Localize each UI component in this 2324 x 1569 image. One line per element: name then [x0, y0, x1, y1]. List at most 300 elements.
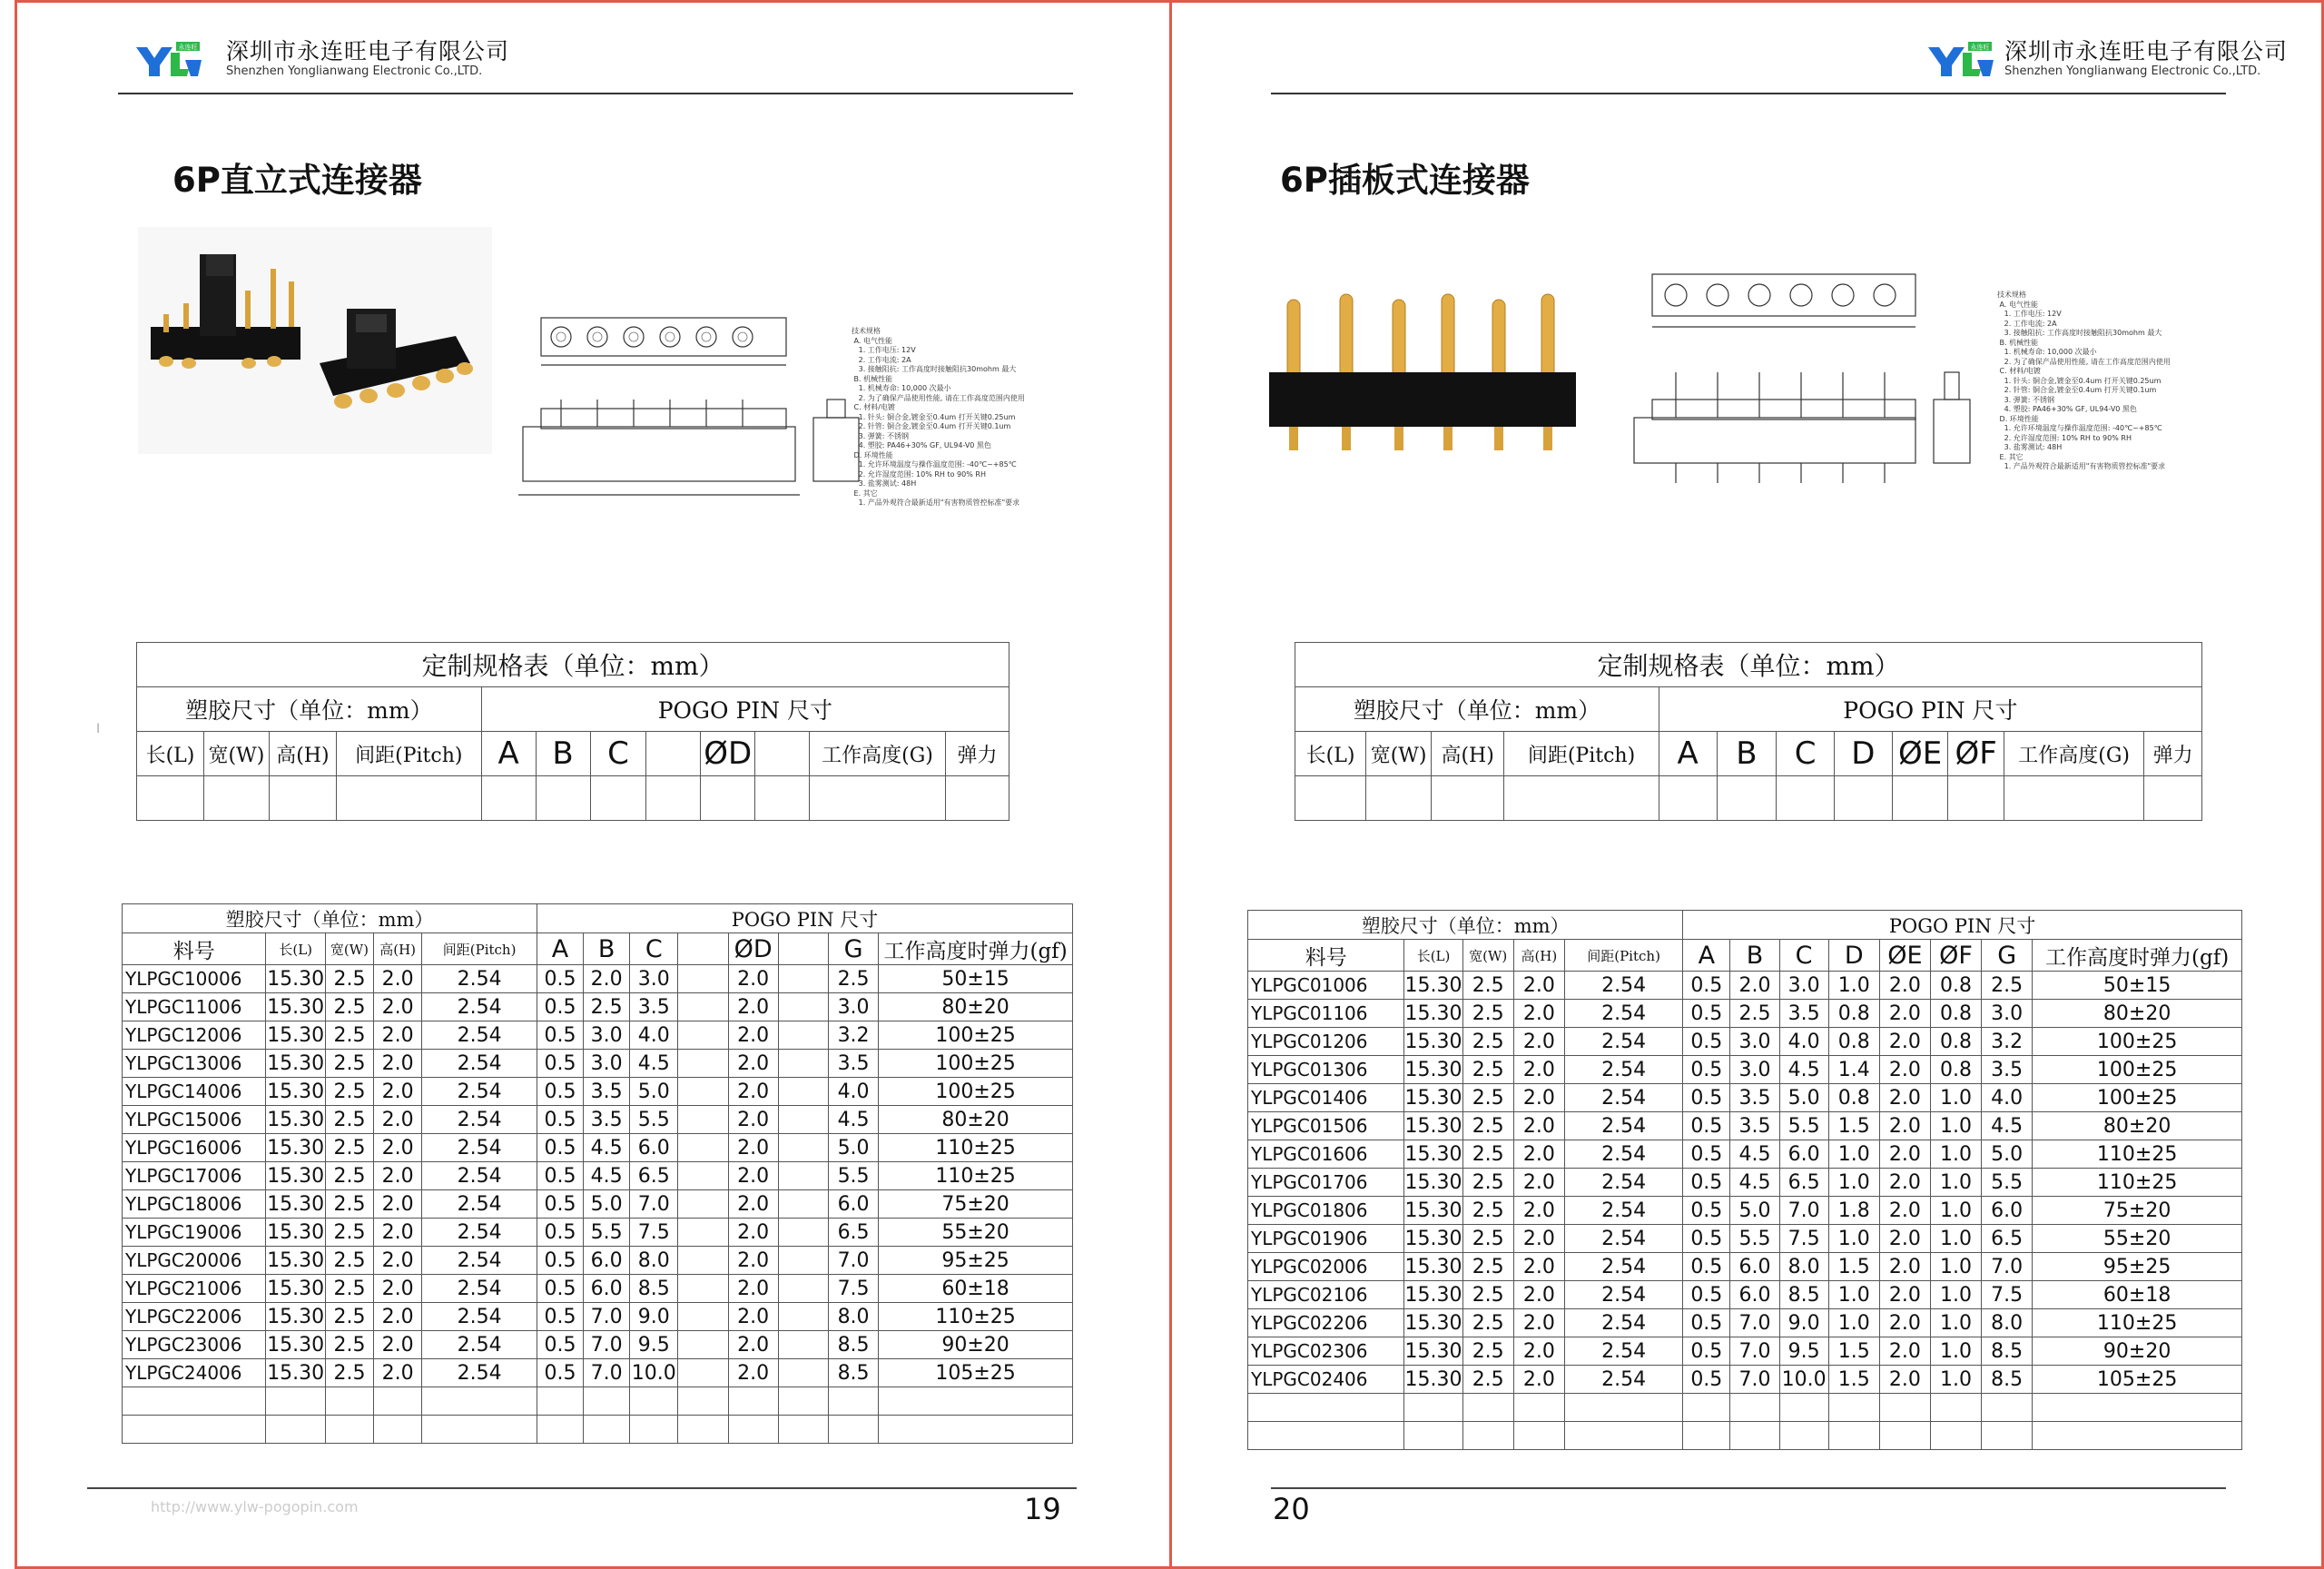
part-number-cell: YLPGC11006: [123, 993, 266, 1021]
table-cell: 6.0: [1982, 1197, 2033, 1225]
table-cell: 2.0: [1513, 1140, 1564, 1169]
table-cell: 0.5: [1683, 1056, 1730, 1084]
table-cell: 1.0: [1930, 1253, 1981, 1281]
col-d: D: [1835, 732, 1893, 776]
table-cell: [678, 1303, 728, 1331]
col-pitch: 间距(Pitch): [422, 933, 537, 965]
table-row: [1248, 1169, 2242, 1197]
table-cell: 60±18: [2033, 1281, 2242, 1309]
table-cell: 100±25: [879, 1050, 1073, 1078]
table-cell: [778, 1078, 828, 1106]
table-cell: 2.0: [728, 1021, 778, 1050]
col-width: 宽(W): [203, 732, 269, 776]
table-cell: 0.5: [537, 1275, 583, 1303]
table-cell: 2.54: [1564, 1000, 1682, 1028]
table-cell: 0.5: [1683, 972, 1730, 1000]
col-c: C: [630, 933, 678, 965]
table-cell: [1564, 1394, 1682, 1422]
table-cell: 2.0: [1879, 1084, 1930, 1112]
table-cell: 1.5: [1828, 1253, 1879, 1281]
table-cell: 2.54: [1564, 1084, 1682, 1112]
table-cell: 2.0: [374, 965, 422, 993]
table-cell: 0.5: [1683, 1253, 1730, 1281]
table-cell: [325, 1416, 373, 1444]
table-row: [1248, 1000, 2242, 1028]
col-width: 宽(W): [325, 933, 373, 965]
table-cell: 8.0: [1982, 1309, 2033, 1337]
plastic-header: 塑胶尺寸（单位：mm）: [137, 687, 482, 732]
table-cell: [728, 1416, 778, 1444]
table-cell: [1930, 1394, 1981, 1422]
table-cell: 7.0: [828, 1247, 878, 1275]
table-cell: [1404, 1422, 1462, 1450]
table-cell: 5.5: [1730, 1225, 1779, 1253]
table-cell: [678, 1021, 728, 1050]
table-cell: 3.0: [1779, 972, 1828, 1000]
page-header: [1271, 38, 2289, 94]
table-cell: 2.5: [325, 965, 373, 993]
table-cell: 7.0: [1730, 1337, 1779, 1366]
table-cell: 8.5: [1982, 1366, 2033, 1394]
table-cell: 2.54: [422, 1219, 537, 1247]
table-cell: 1.0: [1930, 1281, 1981, 1309]
table-cell: 3.0: [1730, 1056, 1779, 1084]
col-e: ØE: [1879, 940, 1930, 972]
table-cell: 105±25: [2033, 1366, 2242, 1394]
table-cell: 2.54: [1564, 1197, 1682, 1225]
table-cell: 4.5: [1982, 1112, 2033, 1140]
table-cell: 1.0: [1930, 1225, 1981, 1253]
table-row: [123, 1303, 1073, 1331]
table-cell: 0.8: [1930, 1028, 1981, 1056]
table-cell: 2.0: [374, 1106, 422, 1134]
table-cell: [1982, 1422, 2033, 1450]
table-cell: 2.54: [1564, 1056, 1682, 1084]
table-row: [1248, 1056, 2242, 1084]
table-cell: [778, 1134, 828, 1162]
table-cell: [778, 1247, 828, 1275]
table-cell: 8.0: [1779, 1253, 1828, 1281]
table-cell: 2.54: [1564, 972, 1682, 1000]
table-cell: 2.0: [728, 1247, 778, 1275]
table-cell: [537, 1416, 583, 1444]
table-cell: 15.30: [1404, 1056, 1462, 1084]
table-cell: [1404, 1394, 1462, 1422]
part-number-cell: YLPGC02006: [1248, 1253, 1404, 1281]
table-cell: 15.30: [1404, 1366, 1462, 1394]
table-cell: 6.0: [584, 1247, 630, 1275]
table-cell: 2.0: [728, 1162, 778, 1190]
col-force: 工作高度时弹力(gf): [2033, 940, 2242, 972]
part-number-cell: YLPGC17006: [123, 1162, 266, 1190]
table-cell: 2.0: [728, 1190, 778, 1219]
table-cell: 75±20: [879, 1190, 1073, 1219]
table-cell: [678, 993, 728, 1021]
col-force: 弹力: [945, 732, 1009, 776]
table-cell: 1.8: [1828, 1197, 1879, 1225]
table-cell: [778, 993, 828, 1021]
table-cell: 2.0: [374, 1050, 422, 1078]
table-cell: 4.5: [828, 1106, 878, 1134]
table-cell: 15.30: [266, 1247, 325, 1275]
table-cell: 90±20: [2033, 1337, 2242, 1366]
spec-notes: 技术规格 A. 电气性能 1. 工作电压: 12V 2. 工作电流: 2A 3. 接触阻抗: 工作高度时接触阻抗30mohm 最大 B. 机械性能 1. 机械寿命: 10,000 次最小 2. 为了确保产品使用性能, 请在工作高度范围内使用 C. 材料/电镀 1. 针头: 铜合金,镀金至0.4um 打开关键0.25um 2. 针管: 铜合金,镀金至0.4um 打开关键0.1um 3. 弹簧: 不锈钢 4. 塑胶: PA46+30% GF, UL94-V0 黑色 D. 环境性能 1. 允许环境温度与操作温度范围: -40℃~+85℃ 2. 允许湿度范围: 10% RH to 90% RH 3. 盐雾测试: 48H E. 其它 1. 产品外观符合最新适用"有害物质管控标准"要求: [1997, 291, 2171, 470]
col-force: 弹力: [2144, 732, 2202, 776]
table-cell: 3.2: [828, 1021, 878, 1050]
col-a: A: [537, 933, 583, 965]
table-cell: 15.30: [266, 1275, 325, 1303]
table-cell: 8.5: [828, 1331, 878, 1359]
part-number-cell: [1248, 1394, 1404, 1422]
table-cell: [678, 1275, 728, 1303]
table-cell: 7.0: [1779, 1197, 1828, 1225]
table-cell: 1.5: [1828, 1337, 1879, 1366]
table-cell: 60±18: [879, 1275, 1073, 1303]
product-data-table: [1247, 910, 2242, 1450]
table-cell: 15.30: [1404, 1309, 1462, 1337]
table-cell: [678, 1331, 728, 1359]
table-cell: 2.5: [325, 1247, 373, 1275]
table-cell: 2.5: [1462, 1309, 1513, 1337]
table-cell: 4.0: [1779, 1028, 1828, 1056]
table-row: [123, 965, 1073, 993]
table-row: [123, 1106, 1073, 1134]
table-cell: 2.0: [1730, 972, 1779, 1000]
table-cell: [1564, 1422, 1682, 1450]
table-cell: 1.0: [1930, 1366, 1981, 1394]
table-row: [123, 1050, 1073, 1078]
col-pitch: 间距(Pitch): [1504, 732, 1659, 776]
table-cell: 110±25: [2033, 1140, 2242, 1169]
table-cell: 2.5: [1462, 1225, 1513, 1253]
part-number-cell: YLPGC23006: [123, 1331, 266, 1359]
col-length: 长(L): [266, 933, 325, 965]
table-cell: 2.5: [584, 993, 630, 1021]
table-cell: 2.54: [422, 1247, 537, 1275]
col-part-no: 料号: [123, 933, 266, 965]
table-cell: 0.5: [537, 1134, 583, 1162]
table-cell: [1779, 1422, 1828, 1450]
table-cell: 1.0: [1930, 1169, 1981, 1197]
part-number-cell: [1248, 1422, 1404, 1450]
table-cell: 2.54: [1564, 1169, 1682, 1197]
table-cell: 0.8: [1930, 972, 1981, 1000]
table-cell: 2.5: [1462, 1337, 1513, 1366]
footer-line: [87, 1487, 1077, 1489]
table-cell: 7.0: [1982, 1253, 2033, 1281]
table-cell: 2.5: [325, 1050, 373, 1078]
part-number-cell: [123, 1416, 266, 1444]
table-cell: 1.0: [1828, 1225, 1879, 1253]
table-cell: 9.5: [630, 1331, 678, 1359]
table-row: [123, 1359, 1073, 1387]
table-row: [1248, 1225, 2242, 1253]
col-a: A: [481, 732, 536, 776]
table-cell: [1730, 1394, 1779, 1422]
pogo-header: POGO PIN 尺寸: [1683, 911, 2242, 940]
col-b: B: [1717, 732, 1777, 776]
table-cell: 2.54: [422, 1078, 537, 1106]
col-blank: [646, 732, 701, 776]
table-cell: 2.0: [728, 1303, 778, 1331]
col-pitch: 间距(Pitch): [1564, 940, 1682, 972]
table-cell: 2.0: [1879, 1000, 1930, 1028]
table-cell: 0.5: [1683, 1000, 1730, 1028]
table-cell: 15.30: [266, 1021, 325, 1050]
table-cell: [678, 1078, 728, 1106]
table-cell: [2033, 1422, 2242, 1450]
table-cell: 5.5: [630, 1106, 678, 1134]
table-cell: 2.5: [325, 993, 373, 1021]
table-cell: 2.5: [1462, 1000, 1513, 1028]
table-cell: [266, 1387, 325, 1416]
table-cell: 8.5: [630, 1275, 678, 1303]
table-cell: 2.0: [1513, 1366, 1564, 1394]
table-cell: 3.5: [1730, 1112, 1779, 1140]
table-cell: [1879, 1422, 1930, 1450]
table-cell: 15.30: [266, 1050, 325, 1078]
table-cell: [266, 1416, 325, 1444]
table-cell: 2.5: [325, 1078, 373, 1106]
table-cell: 2.5: [1462, 1169, 1513, 1197]
table-cell: 2.0: [1513, 1281, 1564, 1309]
table-cell: 2.0: [1513, 1028, 1564, 1056]
table-cell: 0.5: [1683, 1028, 1730, 1056]
table-cell: 15.30: [266, 1162, 325, 1190]
table-cell: [1779, 1394, 1828, 1422]
table-cell: 4.5: [1779, 1056, 1828, 1084]
table-cell: 7.0: [584, 1303, 630, 1331]
footer-website: http://www.ylw-pogopin.com: [151, 1498, 359, 1515]
table-cell: 15.30: [1404, 1337, 1462, 1366]
table-cell: 4.0: [828, 1078, 878, 1106]
table-cell: 1.0: [1828, 1281, 1879, 1309]
table-cell: 2.0: [374, 1162, 422, 1190]
table-cell: 6.5: [1982, 1225, 2033, 1253]
table-cell: 0.5: [1683, 1084, 1730, 1112]
part-number-cell: YLPGC02106: [1248, 1281, 1404, 1309]
table-cell: 15.30: [266, 993, 325, 1021]
col-part-no: 料号: [1248, 940, 1404, 972]
table-cell: 8.5: [828, 1359, 878, 1387]
table-cell: 2.5: [1462, 1112, 1513, 1140]
table-cell: 6.5: [630, 1162, 678, 1190]
table-cell: 10.0: [1779, 1366, 1828, 1394]
table-cell: [325, 1387, 373, 1416]
part-number-cell: YLPGC01506: [1248, 1112, 1404, 1140]
table-row: [1248, 1197, 2242, 1225]
table-cell: 1.4: [1828, 1056, 1879, 1084]
table-cell: 1.0: [1930, 1140, 1981, 1169]
table-cell: 2.0: [374, 993, 422, 1021]
table-cell: 15.30: [1404, 1084, 1462, 1112]
product-photo: [1260, 281, 1587, 463]
table-cell: 2.54: [1564, 1253, 1682, 1281]
table-cell: [678, 1219, 728, 1247]
table-row: [1248, 1028, 2242, 1056]
table-cell: 2.54: [422, 965, 537, 993]
table-cell: 0.5: [537, 965, 583, 993]
col-a: A: [1683, 940, 1730, 972]
table-row: [1248, 1309, 2242, 1337]
table-cell: [828, 1387, 878, 1416]
table-cell: [2033, 1394, 2242, 1422]
table-cell: 2.0: [374, 1247, 422, 1275]
table-cell: 2.5: [325, 1134, 373, 1162]
table-cell: 7.5: [1779, 1225, 1828, 1253]
col-length: 长(L): [137, 732, 204, 776]
table-cell: 8.5: [1779, 1281, 1828, 1309]
table-cell: [1982, 1394, 2033, 1422]
col-force: 工作高度时弹力(gf): [879, 933, 1073, 965]
table-cell: 105±25: [879, 1359, 1073, 1387]
table-cell: 50±15: [2033, 972, 2242, 1000]
table-cell: 7.0: [584, 1331, 630, 1359]
table-cell: 2.0: [728, 1078, 778, 1106]
table-cell: [778, 965, 828, 993]
table-cell: 5.5: [1982, 1169, 2033, 1197]
table-cell: 2.0: [1879, 1056, 1930, 1084]
table-cell: 0.5: [1683, 1197, 1730, 1225]
table-cell: 80±20: [879, 1106, 1073, 1134]
table-row: [1248, 1253, 2242, 1281]
part-number-cell: YLPGC02406: [1248, 1366, 1404, 1394]
part-number-cell: YLPGC01806: [1248, 1197, 1404, 1225]
table-cell: 4.5: [584, 1134, 630, 1162]
pogo-header: POGO PIN 尺寸: [481, 687, 1009, 732]
table-cell: 0.5: [1683, 1140, 1730, 1169]
table-cell: 2.5: [325, 1190, 373, 1219]
table-cell: 2.5: [1462, 972, 1513, 1000]
table-cell: 0.8: [1930, 1056, 1981, 1084]
company-name: [226, 40, 509, 77]
table-cell: 5.0: [828, 1134, 878, 1162]
table-cell: 2.54: [1564, 1028, 1682, 1056]
table-cell: 0.8: [1828, 1000, 1879, 1028]
table-cell: [678, 1247, 728, 1275]
plastic-header: 塑胶尺寸（单位：mm）: [1248, 911, 1683, 940]
table-cell: 2.0: [374, 1219, 422, 1247]
table-cell: [1462, 1422, 1513, 1450]
table-cell: 1.0: [1828, 1169, 1879, 1197]
table-cell: [678, 1416, 728, 1444]
table-cell: 2.5: [325, 1359, 373, 1387]
table-cell: [828, 1416, 878, 1444]
table-cell: 7.5: [828, 1275, 878, 1303]
col-g: G: [1982, 940, 2033, 972]
table-cell: [879, 1387, 1073, 1416]
table-cell: 6.5: [828, 1219, 878, 1247]
table-cell: 3.5: [1982, 1056, 2033, 1084]
table-cell: 1.0: [1828, 972, 1879, 1000]
table-cell: [1879, 1394, 1930, 1422]
table-row: [1248, 1394, 2242, 1422]
spec-title: 定制规格表（单位：mm）: [137, 643, 1009, 687]
table-cell: 15.30: [1404, 1253, 1462, 1281]
table-row: [1248, 1084, 2242, 1112]
table-cell: 2.5: [325, 1162, 373, 1190]
table-cell: 0.5: [537, 1050, 583, 1078]
plastic-header: 塑胶尺寸（单位：mm）: [1295, 687, 1659, 732]
table-cell: [1930, 1422, 1981, 1450]
table-row: [1248, 1281, 2242, 1309]
table-row: [123, 1134, 1073, 1162]
table-row: [1248, 1112, 2242, 1140]
table-cell: 8.0: [630, 1247, 678, 1275]
spec-notes: 技术规格 A. 电气性能 1. 工作电压: 12V 2. 工作电流: 2A 3. 接触阻抗: 工作高度时接触阻抗30mohm 最大 B. 机械性能 1. 机械寿命: 10,000 次最小 2. 为了确保产品使用性能, 请在工作高度范围内使用 C. 材料/电镀 1. 针头: 铜合金,镀金至0.4um 打开关键0.25um 2. 针管: 铜合金,镀金至0.4um 打开关键0.1um 3. 弹簧: 不锈钢 4. 塑胶: PA46+30% GF, UL94-V0 黑色 D. 环境性能 1. 允许环境温度与操作温度范围: -40℃~+85℃ 2. 允许湿度范围: 10% RH to 90% RH 3. 盐雾测试: 48H E. 其它 1. 产品外观符合最新适用"有害物质管控标准"要求: [852, 327, 1025, 507]
part-number-cell: YLPGC01906: [1248, 1225, 1404, 1253]
pogo-header: POGO PIN 尺寸: [1659, 687, 2201, 732]
table-cell: 0.5: [537, 1162, 583, 1190]
col-blank: [755, 732, 810, 776]
table-cell: [584, 1416, 630, 1444]
table-cell: 110±25: [2033, 1309, 2242, 1337]
part-number-cell: YLPGC10006: [123, 965, 266, 993]
table-cell: 100±25: [2033, 1056, 2242, 1084]
table-cell: [879, 1416, 1073, 1444]
svg-text:永连旺: 永连旺: [1970, 44, 1990, 51]
table-cell: [778, 1162, 828, 1190]
svg-text:永连旺: 永连旺: [178, 44, 198, 51]
table-cell: 15.30: [266, 1106, 325, 1134]
table-cell: 9.5: [1779, 1337, 1828, 1366]
table-cell: 3.5: [584, 1078, 630, 1106]
table-cell: 15.30: [1404, 1197, 1462, 1225]
table-row: [123, 1190, 1073, 1219]
part-number-cell: YLPGC21006: [123, 1275, 266, 1303]
table-cell: 3.5: [584, 1106, 630, 1134]
table-cell: 2.0: [374, 1134, 422, 1162]
table-cell: 2.5: [325, 1303, 373, 1331]
table-cell: 0.5: [1683, 1169, 1730, 1197]
col-height: 高(H): [1432, 732, 1504, 776]
table-cell: 7.0: [1730, 1366, 1779, 1394]
table-cell: 0.5: [1683, 1309, 1730, 1337]
table-cell: 2.54: [1564, 1337, 1682, 1366]
table-cell: 9.0: [1779, 1309, 1828, 1337]
table-cell: [374, 1416, 422, 1444]
part-number-cell: YLPGC19006: [123, 1219, 266, 1247]
table-cell: 2.5: [1462, 1140, 1513, 1169]
table-row: [123, 1021, 1073, 1050]
page-header: [118, 38, 1073, 94]
table-cell: 2.0: [374, 1021, 422, 1050]
company-name-cn: 深圳市永连旺电子有限公司: [226, 38, 510, 64]
part-number-cell: YLPGC15006: [123, 1106, 266, 1134]
table-cell: 2.0: [1879, 1309, 1930, 1337]
table-cell: 2.0: [728, 1275, 778, 1303]
table-cell: 2.54: [1564, 1309, 1682, 1337]
table-cell: 3.5: [1779, 1000, 1828, 1028]
col-c: C: [590, 732, 646, 776]
table-row: [123, 1331, 1073, 1359]
table-cell: 15.30: [1404, 1225, 1462, 1253]
table-cell: [678, 1190, 728, 1219]
spec-title: 定制规格表（单位：mm）: [1295, 643, 2202, 687]
table-cell: 2.5: [325, 1106, 373, 1134]
table-cell: 2.0: [374, 1331, 422, 1359]
table-cell: 2.0: [1513, 1084, 1564, 1112]
table-cell: 0.5: [537, 1106, 583, 1134]
table-cell: 2.0: [1879, 1028, 1930, 1056]
table-cell: [678, 1387, 728, 1416]
table-cell: 2.5: [325, 1331, 373, 1359]
col-length: 长(L): [1295, 732, 1366, 776]
table-cell: 5.0: [1982, 1140, 2033, 1169]
table-cell: 2.54: [1564, 1281, 1682, 1309]
table-cell: [1683, 1394, 1730, 1422]
table-cell: [1683, 1422, 1730, 1450]
